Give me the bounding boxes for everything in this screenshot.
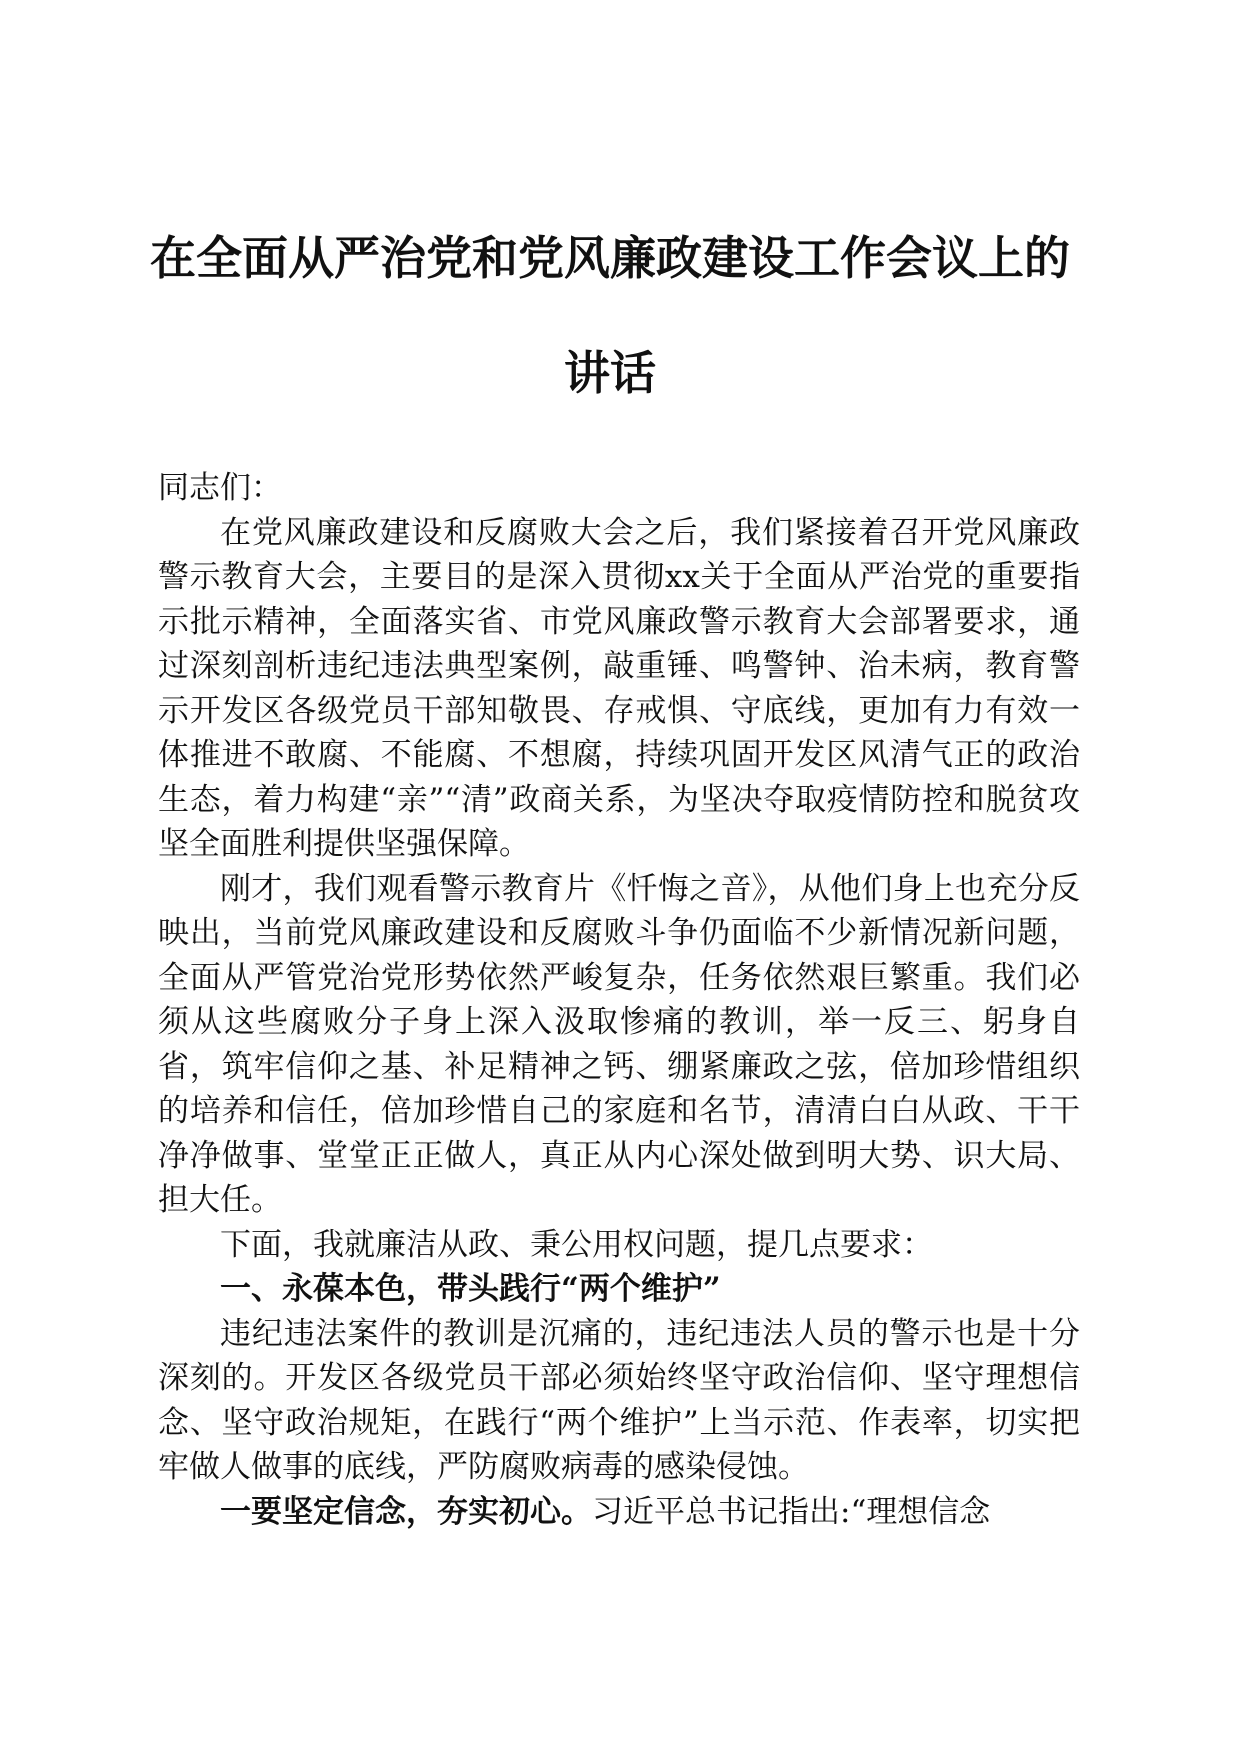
sub-point-1 (158, 1490, 1080, 1535)
document-title-line-1: 在全面从严治党和党风廉政建设工作会议上的 (150, 231, 1070, 285)
section-1-paragraph: 违纪违法案件的教训是沉痛的，违纪违法人员的警示也是十分深刻的。开发区各级党员干部必须始终坚守政治信仰、坚守理想信念、坚守政治规矩，在践行“两个维护”上当示范、作表率，切实把牢做人做事的底线，严防腐败病毒的感染侵蚀。 (158, 1315, 1080, 1485)
sub-point-1-text: 习近平总书记指出:“理想信念 (592, 1493, 991, 1530)
sub-point-1-lead: 一要坚定信念，夯实初心。 (220, 1493, 592, 1530)
document-title-line-2: 讲话 (564, 346, 656, 400)
paragraph-warning-film: 刚才，我们观看警示教育片《忏悔之音》，从他们身上也充分反映出，当前党风廉政建设和反腐败斗争仍面临不少新情况新问题，全面从严管党治党形势依然严峻复杂，任务依然艰巨繁重。我们必须从这些腐败分子身上深入汲取惨痛的教训，举一反三、躬身自省，筑牢信仰之基、补足精神之钙、绷紧廉政之弦，倍加珍惜组织的培养和信任，倍加珍惜自己的家庭和名节，清清白白从政、干干净净做事、堂堂正正做人，真正从内心深处做到明大势、识大局、担大任。 (158, 870, 1080, 1218)
salutation: 同志们： (158, 470, 282, 506)
paragraph-intro: 在党风廉政建设和反腐败大会之后，我们紧接着召开党风廉政警示教育大会，主要目的是深入贯彻xx关于全面从严治党的重要指示批示精神，全面落实省、市党风廉政警示教育大会部署要求，通过深刻剖析违纪违法典型案例，敲重锤、鸣警钟、治未病，教育警示开发区各级党员干部知敬畏、存戒惧、守底线，更加有力有效一体推进不敢腐、不能腐、不想腐，持续巩固开发区风清气正的政治生态，着力构建“亲”“清”政商关系，为坚决夺取疫情防控和脱贫攻坚全面胜利提供坚强保障。 (158, 514, 1080, 862)
section-heading-1: 一、永葆本色，带头践行“两个维护” (220, 1271, 721, 1307)
document-body (158, 466, 1080, 1534)
paragraph-requirements-lead: 下面，我就廉洁从政、秉公用权问题，提几点要求： (220, 1226, 933, 1263)
